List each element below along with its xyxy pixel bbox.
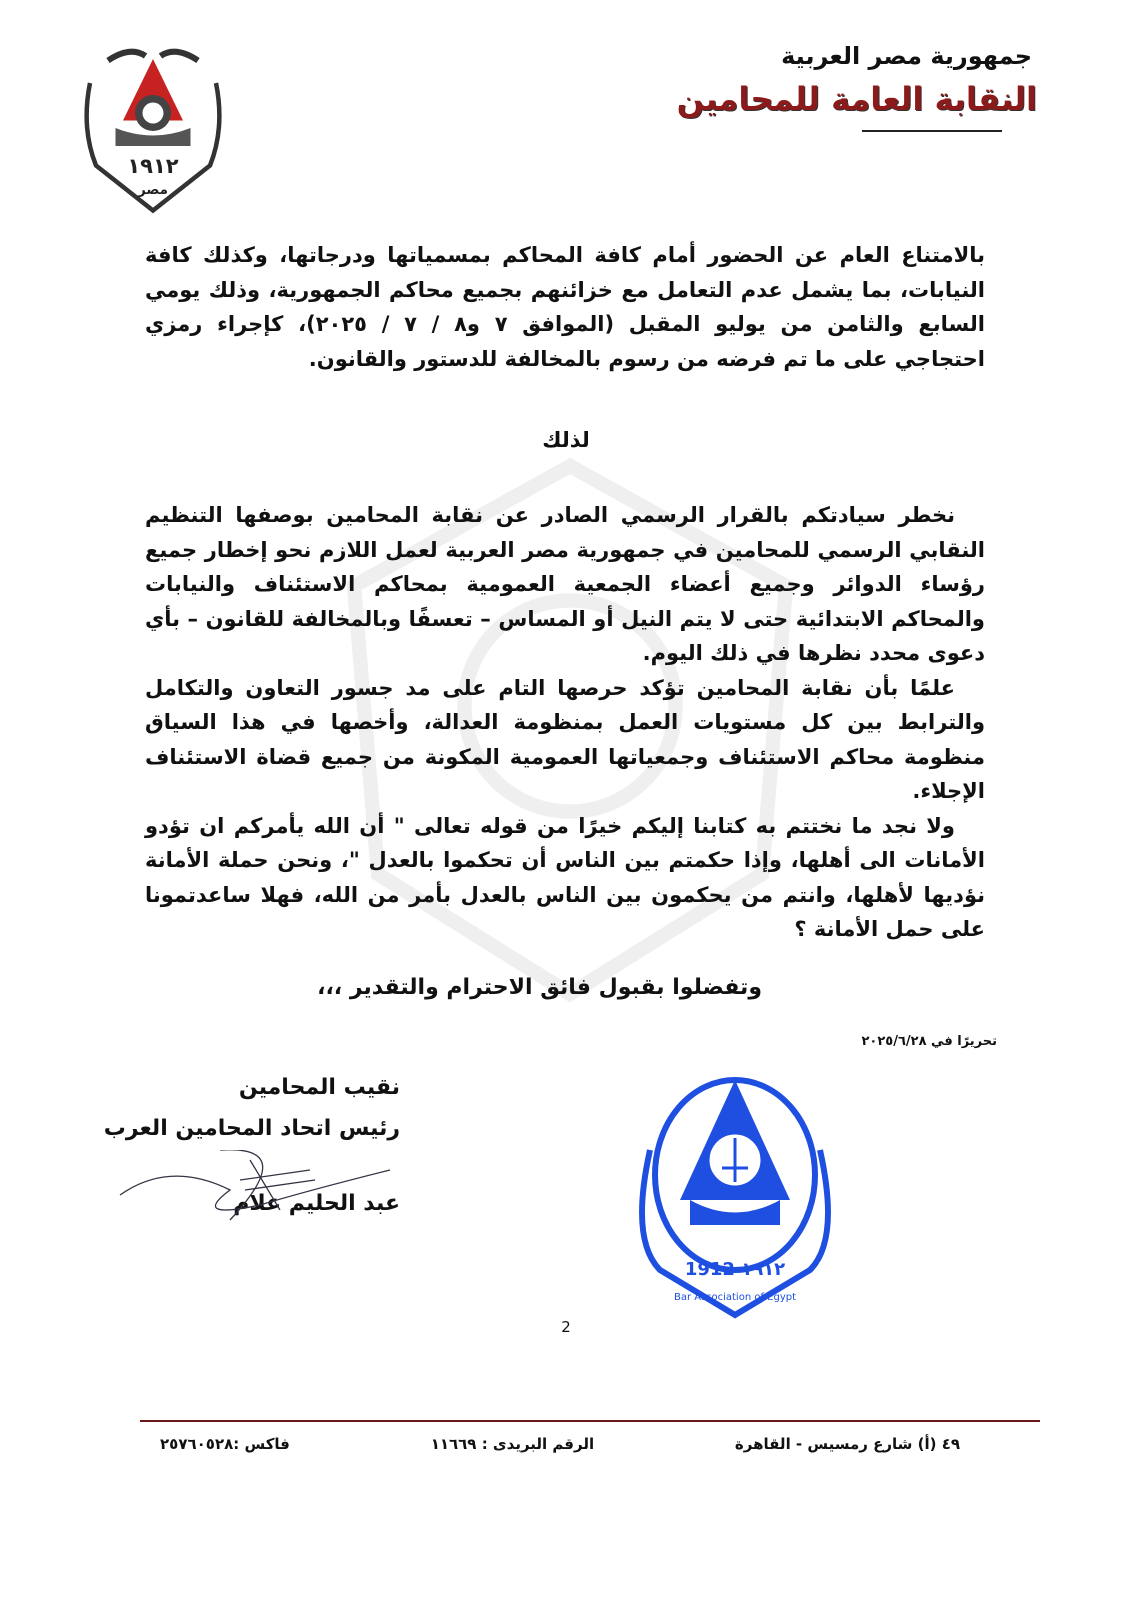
official-seal [630, 1060, 840, 1320]
paragraph-2: نخطر سيادتكم بالقرار الرسمي الصادر عن نقابة المحامين بوصفها التنظيم النقابي الرسمي للمحامين في جمهورية مصر العربية لعمل اللازم نحو إخطار جميع رؤساء الدوائر وجميع أعضاء الجمعية العمومية بمحاكم الاستئناف والنيابات والمحاكم الابتدائية حتى لا يتم النيل أو المساس – تعسفًا وبالمخالفة للقانون – بأي دعوى محدد نظرها في ذلك اليوم. [145, 503, 985, 665]
footer [160, 1435, 960, 1453]
signer-name: عبد الحليم علام [233, 1191, 400, 1216]
country-name: جمهورية مصر العربية [781, 42, 1032, 70]
logo-year: ١٩١٢ [127, 154, 179, 178]
paragraph-3: علمًا بأن نقابة المحامين تؤكد حرصها التام على مد جسور التعاون والتكامل والترابط بين كل مستويات العمل بمنظومة العدالة، وأخصها في هذا السياق منظومة محاكم الاستئناف وجمعياتها العمومية المكونة من جميع قضاة الاستئناف الإجلاء. [145, 675, 985, 803]
heading: لذلك [542, 428, 590, 452]
syndicate-logo [78, 38, 228, 218]
footer-divider [140, 1420, 1040, 1422]
paragraph-1 [145, 238, 985, 376]
footer-postal-code: الرقم البريدى : ١١٦٦٩ [430, 1435, 595, 1453]
letter-body [145, 498, 985, 947]
footer-fax: فاكس :٢٥٧٦٠٥٢٨ [160, 1435, 290, 1453]
page-number: 2 [561, 1318, 571, 1336]
issue-date: تحريرًا في ٢٠٢٥/٦/٢٨ [861, 1034, 997, 1049]
logo-place: مصر [137, 182, 169, 198]
handwritten-signature [110, 1150, 400, 1230]
organization-name: النقابة العامة للمحامين [676, 80, 1037, 118]
seal-text: Bar Association of Egypt [673, 1292, 797, 1303]
closing-line: وتفضلوا بقبول فائق الاحترام والتقدير ،،، [317, 975, 762, 1000]
paragraph-4: ولا نجد ما نختتم به كتابنا إليكم خيرًا من قوله تعالى " أن الله يأمركم ان تؤدو الأمانات الى أهلها، وإذا حكمتم بين الناس أن تحكموا بالعدل "، ونحن حملة الأمانة نؤديها لأهلها، وانتم من يحكمون بين الناس بالعدل بأمر من الله، فهلا ساعدتمونا على حمل الأمانة ؟ [145, 813, 985, 941]
seal-years: 1912 ١٩١٢ [684, 1259, 786, 1280]
footer-address: ٤٩ (أ) شارع رمسيس - القاهرة [734, 1435, 960, 1453]
paragraph-1-text: بالامتناع العام عن الحضور أمام كافة المحاكم بمسمياتها ودرجاتها، وكذلك كافة النيابات، بما يشمل عدم التعامل مع خزائنهم بجميع محاكم الجمهورية، وذلك يومي السابع والثامن من يوليو المقبل (الموافق ٧ و٨ / ٧ / ٢٠٢٥)، كإجراء رمزي احتجاجي على ما تم فرضه من رسوم بالمخالفة للدستور والقانون. [145, 243, 985, 371]
signer-title-1: نقيب المحامين [238, 1075, 400, 1100]
header-divider [862, 130, 1002, 132]
signer-title-2: رئيس اتحاد المحامين العرب [103, 1116, 400, 1141]
